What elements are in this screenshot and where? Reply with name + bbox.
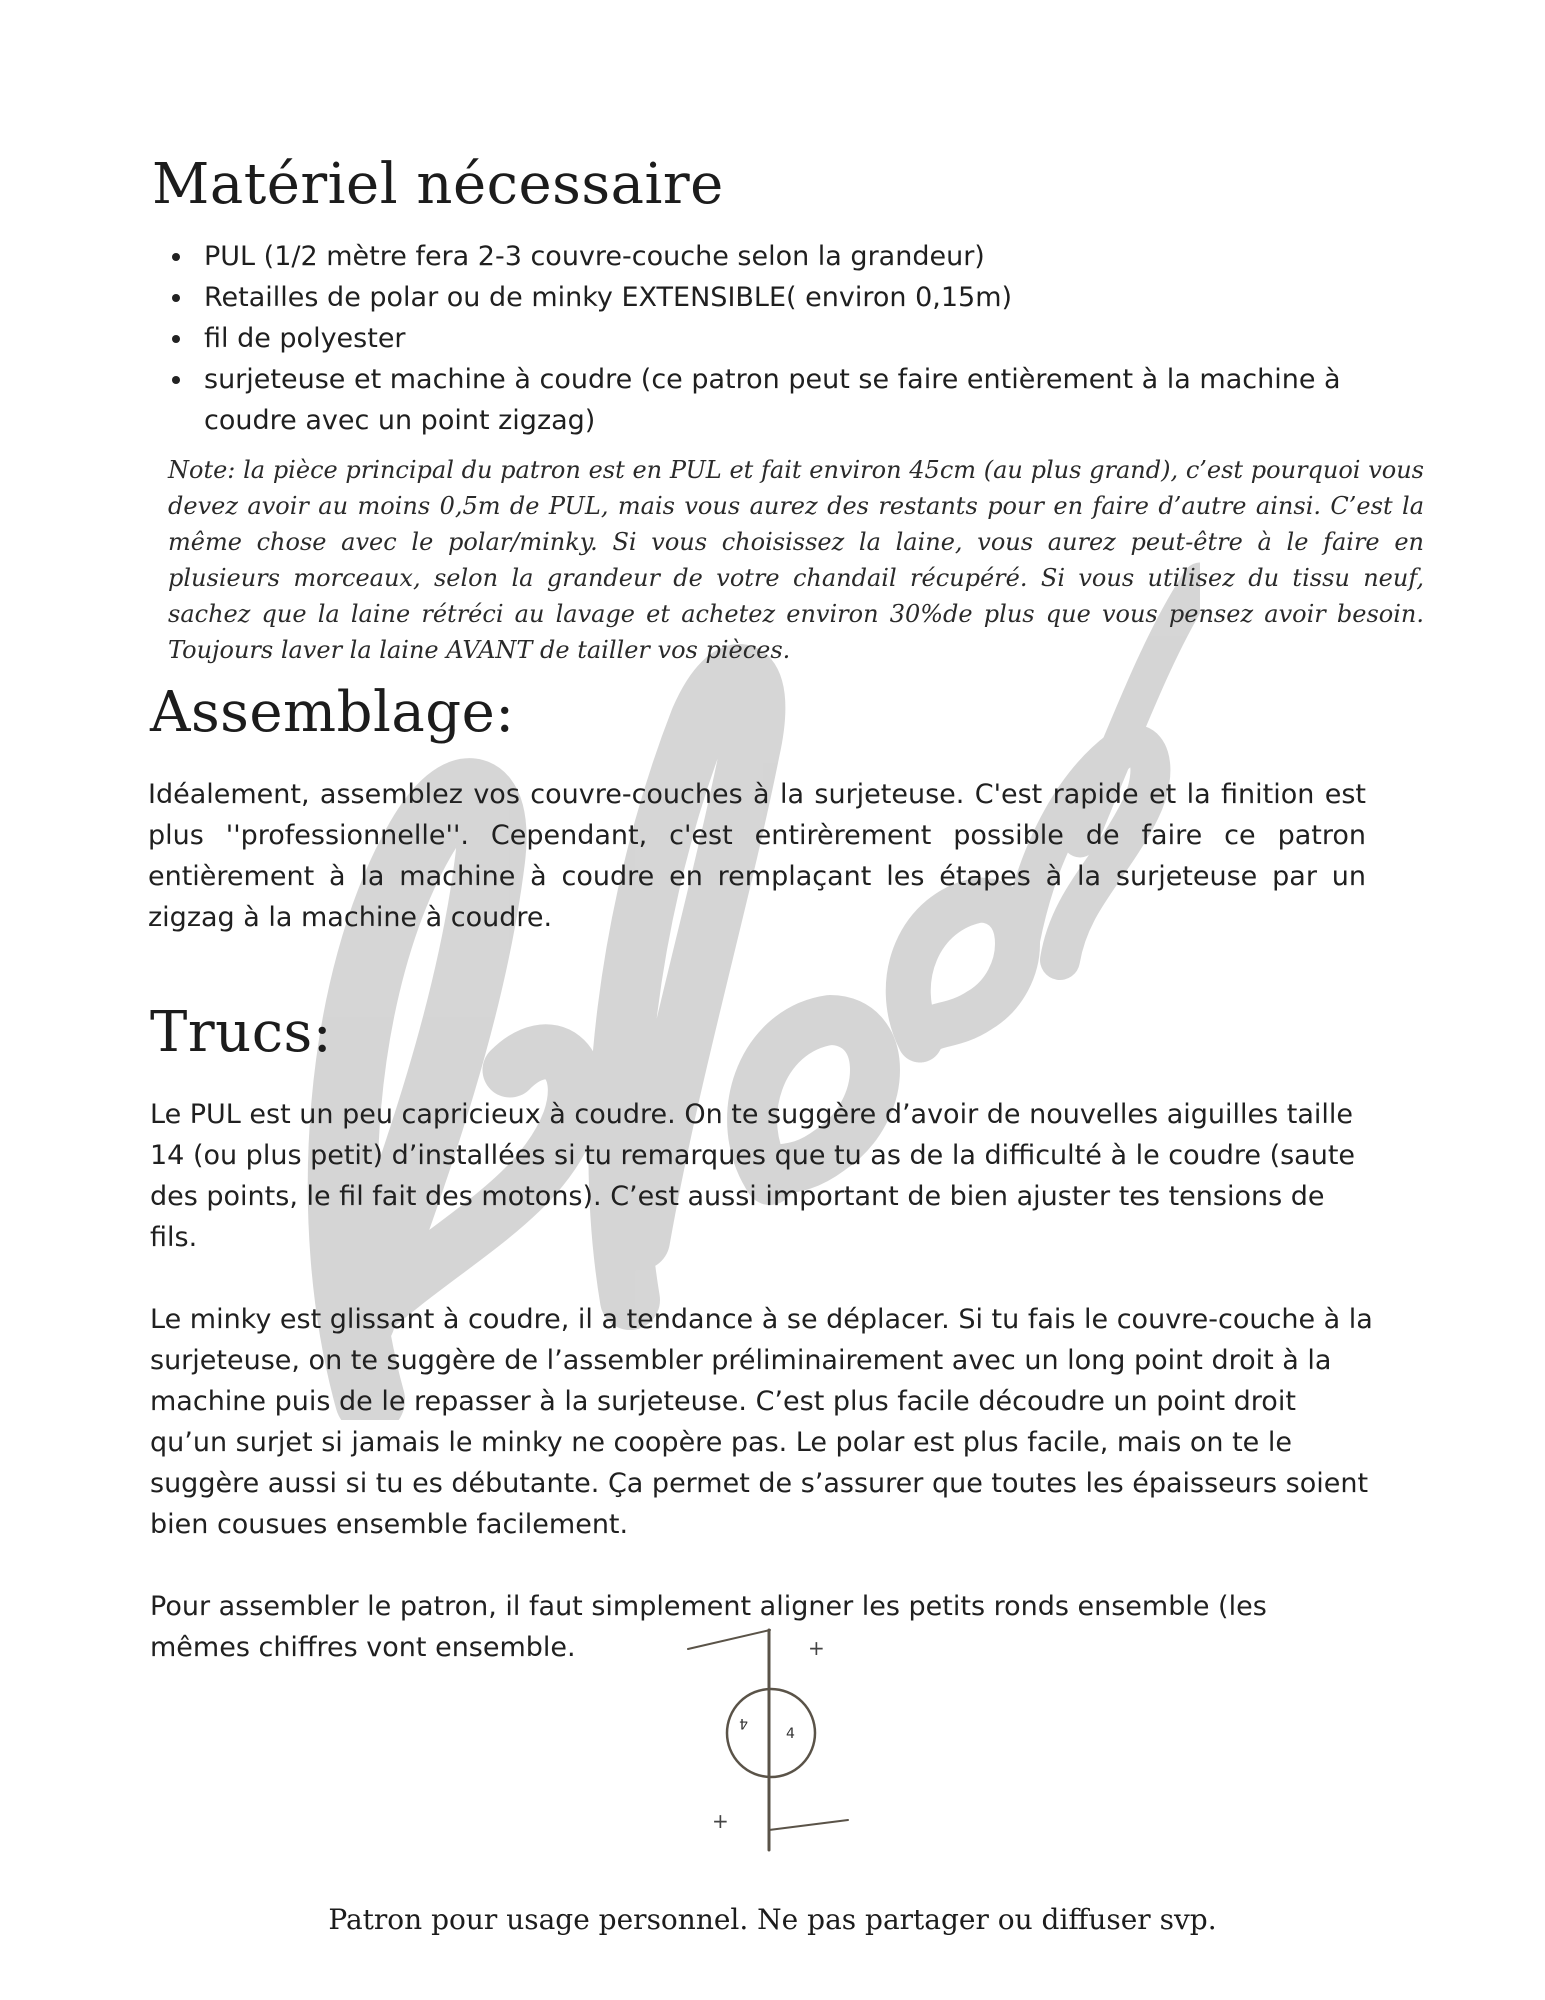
list-item: fil de polyester	[152, 318, 1402, 359]
trucs-paragraph-assembler: Pour assembler le patron, il faut simplement aligner les petits ronds ensemble (les mêmes chiffres vont ensemble.	[150, 1591, 1267, 1663]
list-item: surjeteuse et machine à coudre (ce patron peut se faire entièrement à la machine à coudre avec un point zigzag)	[152, 359, 1402, 441]
trucs-paragraph-pul: Le PUL est un peu capricieux à coudre. On te suggère d’avoir de nouvelles aiguilles taille 14 (ou plus petit) d’installées si tu remarques que tu as de la difficulté à le coudre (saute des points, le fil fait des motons). C’est aussi important de bien ajuster tes tensions de fils.	[150, 1099, 1356, 1253]
list-item: Retailles de polar ou de minky EXTENSIBLE( environ 0,15m)	[152, 277, 1402, 318]
note-paragraph: Note: la pièce principal du patron est en PUL et fait environ 45cm (au plus grand), c’est pourquoi vous devez avoir au moins 0,5m de PUL, mais vous aurez des restants pour en faire d’autre ainsi. C’est la même chose avec le polar/minky. Si vous choisissez la laine, vous aurez peut-être à le faire en plusieurs morceaux, selon la grandeur de votre chandail récupéré. Si vous utilisez du tissu neuf, sachez que la laine rétréci au lavage et achetez environ 30%de plus que vous pensez avoir besoin. Toujours laver la laine AVANT de tailler vos pièces.	[168, 456, 1424, 664]
diagram-circle	[727, 1689, 815, 1777]
trucs-paragraph-minky: Le minky est glissant à coudre, il a tendance à se déplacer. Si tu fais le couvre-couche à la surjeteuse, on te suggère de l’assembler préliminairement avec un long point droit à la machine puis de le repasser à la surjeteuse. C’est plus facile découdre un point droit qu’un surjet si jamais le minky ne coopère pas. Le polar est plus facile, mais on te le suggère aussi si tu es débutante. Ça permet de s’assurer que toutes les épaisseurs soient bien cousues ensemble facilement.	[150, 1304, 1373, 1540]
diagram-plus-bottom: +	[712, 1809, 729, 1833]
trucs-title: Trucs:	[150, 1000, 333, 1065]
diagram-left-label: 4	[739, 1715, 748, 1731]
diagram-plus-top: +	[808, 1636, 825, 1660]
assemblage-title: Assemblage:	[150, 680, 515, 745]
assembly-diagram	[680, 1625, 870, 1855]
materiel-list	[152, 236, 1402, 441]
diagram-top-edge	[688, 1630, 770, 1649]
diagram-right-label: 4	[786, 1726, 795, 1742]
list-item: PUL (1/2 mètre fera 2-3 couvre-couche selon la grandeur)	[152, 236, 1402, 277]
footer-notice: Patron pour usage personnel. Ne pas partager ou diffuser svp.	[328, 1903, 1217, 1936]
assemblage-paragraph: Idéalement, assemblez vos couvre-couches à la surjeteuse. C'est rapide et la finition est plus ''professionnelle''. Cependant, c'est entirèrement possible de faire ce patron entièrement à la machine à coudre en remplaçant les étapes à la surjeteuse par un zigzag à la machine à coudre.	[148, 779, 1366, 933]
diagram-bottom-edge	[769, 1820, 848, 1830]
materiel-title: Matériel nécessaire	[152, 152, 724, 217]
